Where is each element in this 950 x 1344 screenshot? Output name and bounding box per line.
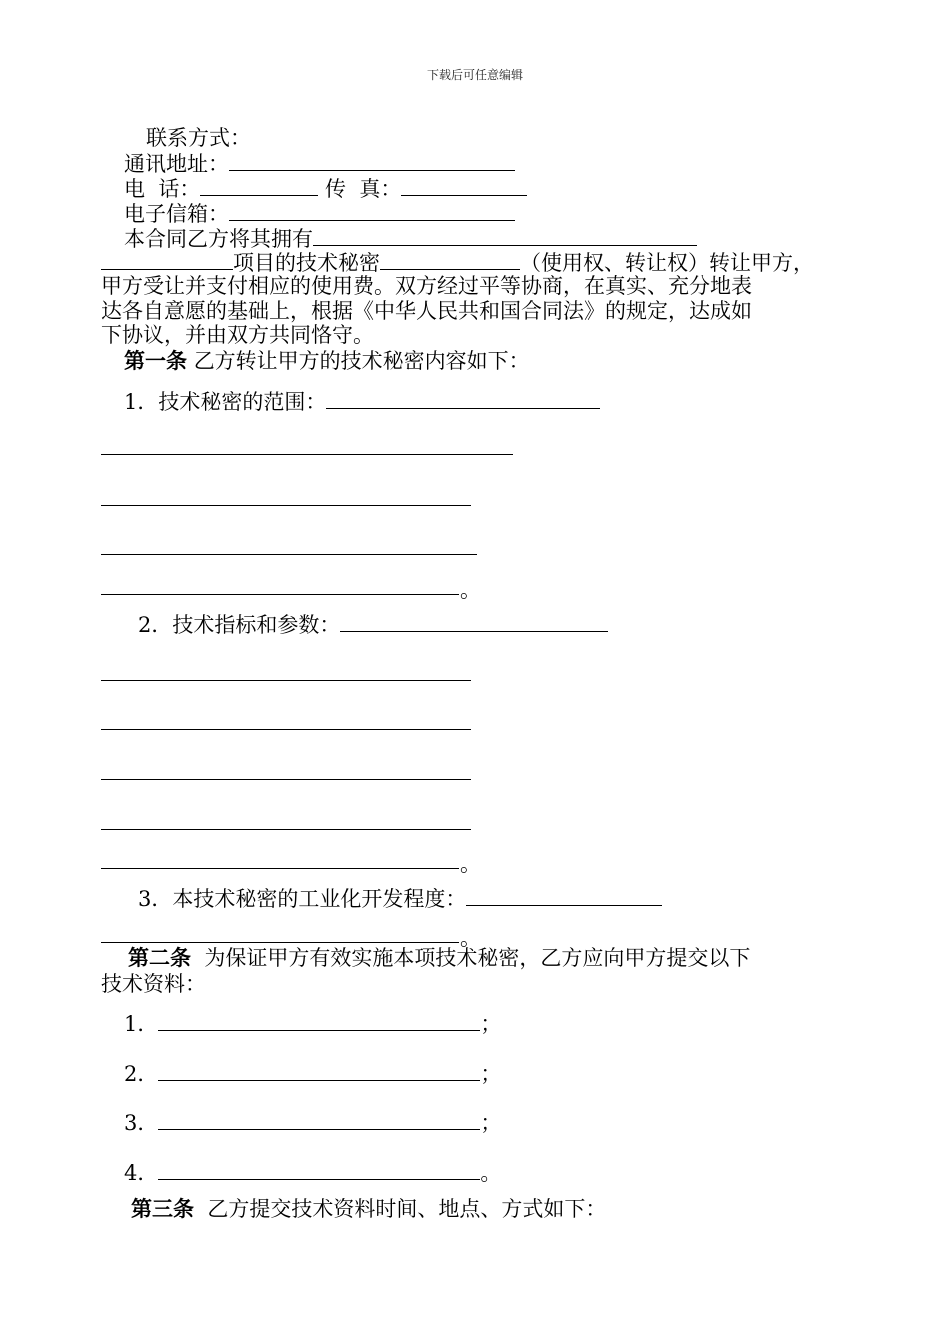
params-line-1[interactable] (101, 680, 471, 681)
doc-item-1-label: 1． (124, 1012, 159, 1036)
intro-line-4: 达各自意愿的基础上，根据《中华人民共和国合同法》的规定，达成如 (101, 299, 752, 323)
item3-label: 3．本技术秘密的工业化开发程度： (138, 887, 467, 911)
dev-level-period: 。 (460, 926, 481, 950)
doc-item-2-end: ； (480, 1062, 502, 1086)
doc-item-4-label: 4． (124, 1161, 159, 1185)
doc-item-4 (124, 1159, 501, 1185)
article1-text: 乙方转让甲方的技术秘密内容如下： (193, 349, 530, 373)
article1-item1 (124, 388, 600, 414)
email-row (124, 200, 515, 226)
scope-blank[interactable] (326, 388, 600, 409)
phone-label: 电 话： (124, 177, 201, 201)
phone-blank[interactable] (200, 175, 318, 196)
doc-item-4-end: 。 (480, 1161, 502, 1185)
intro-line-5: 下协议，并由双方共同恪守。 (101, 323, 374, 347)
project-blank[interactable] (101, 249, 233, 270)
article2-title: 第二条 (128, 945, 191, 970)
doc-item-2-label: 2． (124, 1062, 159, 1086)
params-line-3[interactable] (101, 779, 471, 780)
phone-fax-row (124, 175, 527, 201)
article3-heading (131, 1197, 606, 1221)
article1-heading (124, 349, 530, 373)
intro-text-1: 本合同乙方将其拥有 (124, 227, 313, 251)
article3-text: 乙方提交技术资料时间、地点、方式如下： (207, 1197, 607, 1221)
scope-period: 。 (460, 578, 481, 602)
doc-item-2 (124, 1060, 501, 1086)
email-label: 电子信箱： (124, 202, 229, 226)
dev-level-line[interactable] (101, 942, 459, 943)
article1-item3 (138, 885, 662, 911)
address-row (124, 150, 515, 176)
scope-line-4[interactable] (101, 594, 459, 595)
doc-item-4-blank[interactable] (158, 1159, 480, 1180)
intro-line-1 (124, 225, 697, 251)
rights-text: （使用权、转让权）转让甲方， (520, 251, 814, 275)
fax-blank[interactable] (401, 175, 527, 196)
address-label: 通讯地址： (124, 152, 229, 176)
doc-item-3-blank[interactable] (158, 1109, 480, 1130)
doc-item-1-blank[interactable] (158, 1010, 480, 1031)
scope-line-1[interactable] (101, 454, 513, 455)
doc-item-1 (124, 1010, 501, 1036)
article2-text-1: 为保证甲方有效实施本项技术秘密，乙方应向甲方提交以下 (204, 946, 751, 970)
email-blank[interactable] (229, 200, 515, 221)
params-line-2[interactable] (101, 729, 471, 730)
doc-item-1-end: ； (480, 1012, 502, 1036)
contact-heading: 联系方式： (146, 126, 251, 150)
owner-blank[interactable] (313, 225, 697, 246)
page-header: 下载后可任意编辑 (426, 68, 523, 82)
item2-label: 2．技术指标和参数： (138, 613, 341, 637)
params-line-5[interactable] (101, 868, 459, 869)
article2-heading (128, 946, 750, 970)
article1-item2 (138, 611, 608, 637)
article2-text-2: 技术资料： (101, 972, 206, 996)
doc-item-2-blank[interactable] (158, 1060, 480, 1081)
doc-item-3-end: ； (480, 1111, 502, 1135)
scope-line-3[interactable] (101, 554, 477, 555)
doc-item-3-label: 3． (124, 1111, 159, 1135)
params-period: 。 (460, 852, 481, 876)
article1-title: 第一条 (124, 348, 187, 373)
doc-item-3 (124, 1109, 501, 1135)
params-line-4[interactable] (101, 829, 471, 830)
params-blank[interactable] (340, 611, 608, 632)
dev-level-blank[interactable] (466, 885, 662, 906)
fax-label: 传 真： (325, 177, 402, 201)
article3-title: 第三条 (131, 1196, 194, 1221)
address-blank[interactable] (229, 150, 515, 171)
item1-label: 1．技术秘密的范围： (124, 390, 327, 414)
intro-line-3: 甲方受让并支付相应的使用费。双方经过平等协商，在真实、充分地表 (101, 274, 752, 298)
secret-blank[interactable] (380, 249, 520, 270)
intro-line-2 (101, 249, 814, 275)
project-text: 项目的技术秘密 (233, 251, 380, 275)
scope-line-2[interactable] (101, 505, 471, 506)
